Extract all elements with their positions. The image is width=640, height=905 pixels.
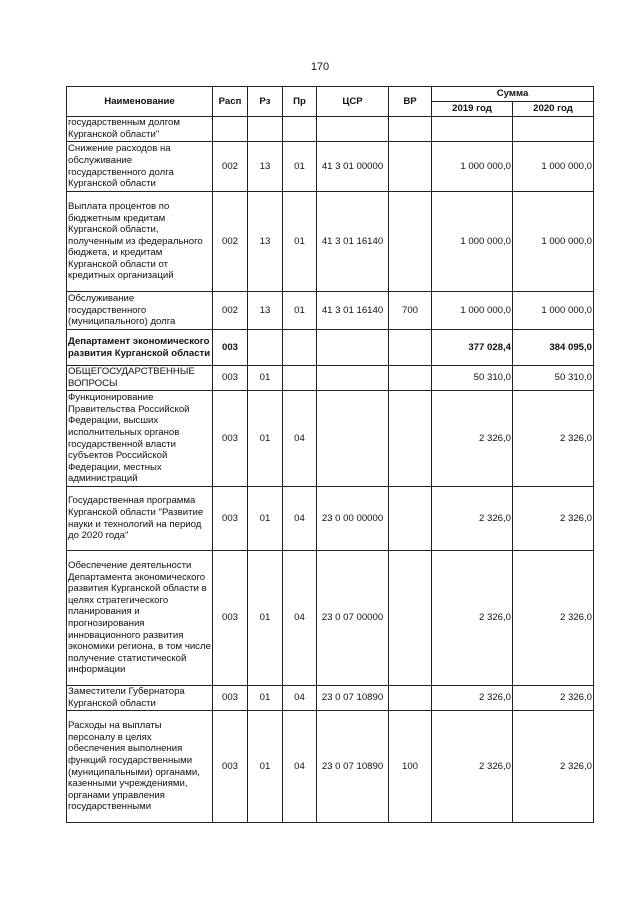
row-rasp-cell: 002 [213,192,248,292]
row-rz-cell: 01 [248,487,283,551]
row-2019-cell: 377 028,4 [432,330,513,366]
table-row [67,330,594,366]
row-name-cell: Департамент экономического развития Курганской области [67,330,213,366]
row-2019-cell: 1 000 000,0 [432,142,513,192]
row-2020-cell: 1 000 000,0 [513,142,594,192]
row-rz-cell: 01 [248,686,283,711]
row-rz-cell: 01 [248,711,283,823]
row-pr-cell [283,117,317,142]
row-rz-cell [248,330,283,366]
row-vr-cell [389,366,432,391]
row-rasp-cell: 003 [213,711,248,823]
header-csr: ЦСР [317,87,389,117]
header-row [67,87,594,102]
row-rz-cell: 01 [248,366,283,391]
row-2019-cell: 2 326,0 [432,391,513,487]
row-pr-cell [283,330,317,366]
budget-table [66,86,594,823]
row-2019-cell: 1 000 000,0 [432,192,513,292]
row-2020-cell: 2 326,0 [513,487,594,551]
row-csr-cell [317,391,389,487]
header-pr: Пр [283,87,317,117]
row-rz-cell: 01 [248,551,283,686]
page-number: 170 [310,61,330,73]
row-name-cell: Обеспечение деятельности Департамента экономического развития Курганской области в целях стратегического планирования и прогнозирования инновационного развития экономики региона, в том числе получение статистической информации [67,551,213,686]
row-2019-cell: 2 326,0 [432,551,513,686]
row-2020-cell: 1 000 000,0 [513,292,594,330]
row-name-cell: Расходы на выплаты персоналу в целях обеспечения выполнения функций государственными (муниципальными) органами, казенными учреждениями, органами управления государственными [67,711,213,823]
row-vr-cell: 100 [389,711,432,823]
row-2020-cell: 2 326,0 [513,711,594,823]
row-rasp-cell: 002 [213,142,248,192]
row-rasp-cell: 003 [213,330,248,366]
row-vr-cell [389,391,432,487]
row-name-cell: Государственная программа Курганской области "Развитие науки и технологий на период до 2020 года" [67,487,213,551]
row-pr-cell: 04 [283,551,317,686]
row-vr-cell [389,487,432,551]
header-sum: Сумма [432,87,594,102]
row-csr-cell: 23 0 00 00000 [317,487,389,551]
table-row [67,686,594,711]
row-2020-cell: 1 000 000,0 [513,192,594,292]
row-rasp-cell: 003 [213,366,248,391]
row-csr-cell [317,366,389,391]
row-vr-cell [389,551,432,686]
row-csr-cell: 41 3 01 00000 [317,142,389,192]
row-2019-cell: 1 000 000,0 [432,292,513,330]
row-pr-cell: 04 [283,686,317,711]
table-row [67,117,594,142]
table-row [67,391,594,487]
row-2019-cell: 2 326,0 [432,487,513,551]
row-2020-cell: 2 326,0 [513,686,594,711]
row-vr-cell [389,330,432,366]
row-csr-cell: 23 0 07 00000 [317,551,389,686]
row-pr-cell: 04 [283,391,317,487]
row-vr-cell [389,686,432,711]
header-name: Наименование [67,87,213,117]
row-vr-cell [389,192,432,292]
row-name-cell: государственным долгом Курганской области" [67,117,213,142]
row-rasp-cell: 003 [213,551,248,686]
row-vr-cell [389,142,432,192]
table-row [67,192,594,292]
header-2019: 2019 год [432,102,513,117]
row-rasp-cell: 003 [213,487,248,551]
row-rz-cell: 01 [248,391,283,487]
row-2020-cell: 2 326,0 [513,391,594,487]
header-2020: 2020 год [513,102,594,117]
row-rasp-cell: 003 [213,391,248,487]
row-2019-cell: 50 310,0 [432,366,513,391]
row-csr-cell: 41 3 01 16140 [317,292,389,330]
row-name-cell: Снижение расходов на обслуживание государственного долга Курганской области [67,142,213,192]
table-row [67,366,594,391]
row-rz-cell: 13 [248,142,283,192]
row-csr-cell: 41 3 01 16140 [317,192,389,292]
row-2019-cell: 2 326,0 [432,686,513,711]
row-name-cell: Функционирование Правительства Российской Федерации, высших исполнительных органов государственной власти субъектов Российской Федерации, местных администраций [67,391,213,487]
row-rasp-cell: 003 [213,686,248,711]
table-row [67,292,594,330]
table-row [67,711,594,823]
header-vr: ВР [389,87,432,117]
header-rz: Рз [248,87,283,117]
row-csr-cell: 23 0 07 10890 [317,686,389,711]
row-pr-cell: 04 [283,487,317,551]
row-2019-cell [432,117,513,142]
row-name-cell: Выплата процентов по бюджетным кредитам Курганской области, полученным из федерального бюджета, и кредитам Курганской области от кредитных организаций [67,192,213,292]
row-pr-cell: 01 [283,192,317,292]
row-2020-cell [513,117,594,142]
row-vr-cell [389,117,432,142]
table-row [67,487,594,551]
row-name-cell: Заместители Губернатора Курганской области [67,686,213,711]
row-pr-cell [283,366,317,391]
row-pr-cell: 01 [283,292,317,330]
header-rasp: Расп [213,87,248,117]
row-pr-cell: 04 [283,711,317,823]
table-body [67,117,594,823]
row-2020-cell: 50 310,0 [513,366,594,391]
row-rasp-cell [213,117,248,142]
row-rz-cell [248,117,283,142]
row-2020-cell: 384 095,0 [513,330,594,366]
row-rasp-cell: 002 [213,292,248,330]
row-2019-cell: 2 326,0 [432,711,513,823]
row-csr-cell: 23 0 07 10890 [317,711,389,823]
row-name-cell: ОБЩЕГОСУДАРСТВЕННЫЕ ВОПРОСЫ [67,366,213,391]
row-csr-cell [317,330,389,366]
row-2020-cell: 2 326,0 [513,551,594,686]
row-vr-cell: 700 [389,292,432,330]
table-row [67,551,594,686]
table-row [67,142,594,192]
row-rz-cell: 13 [248,292,283,330]
row-csr-cell [317,117,389,142]
row-rz-cell: 13 [248,192,283,292]
row-pr-cell: 01 [283,142,317,192]
row-name-cell: Обслуживание государственного (муниципального) долга [67,292,213,330]
